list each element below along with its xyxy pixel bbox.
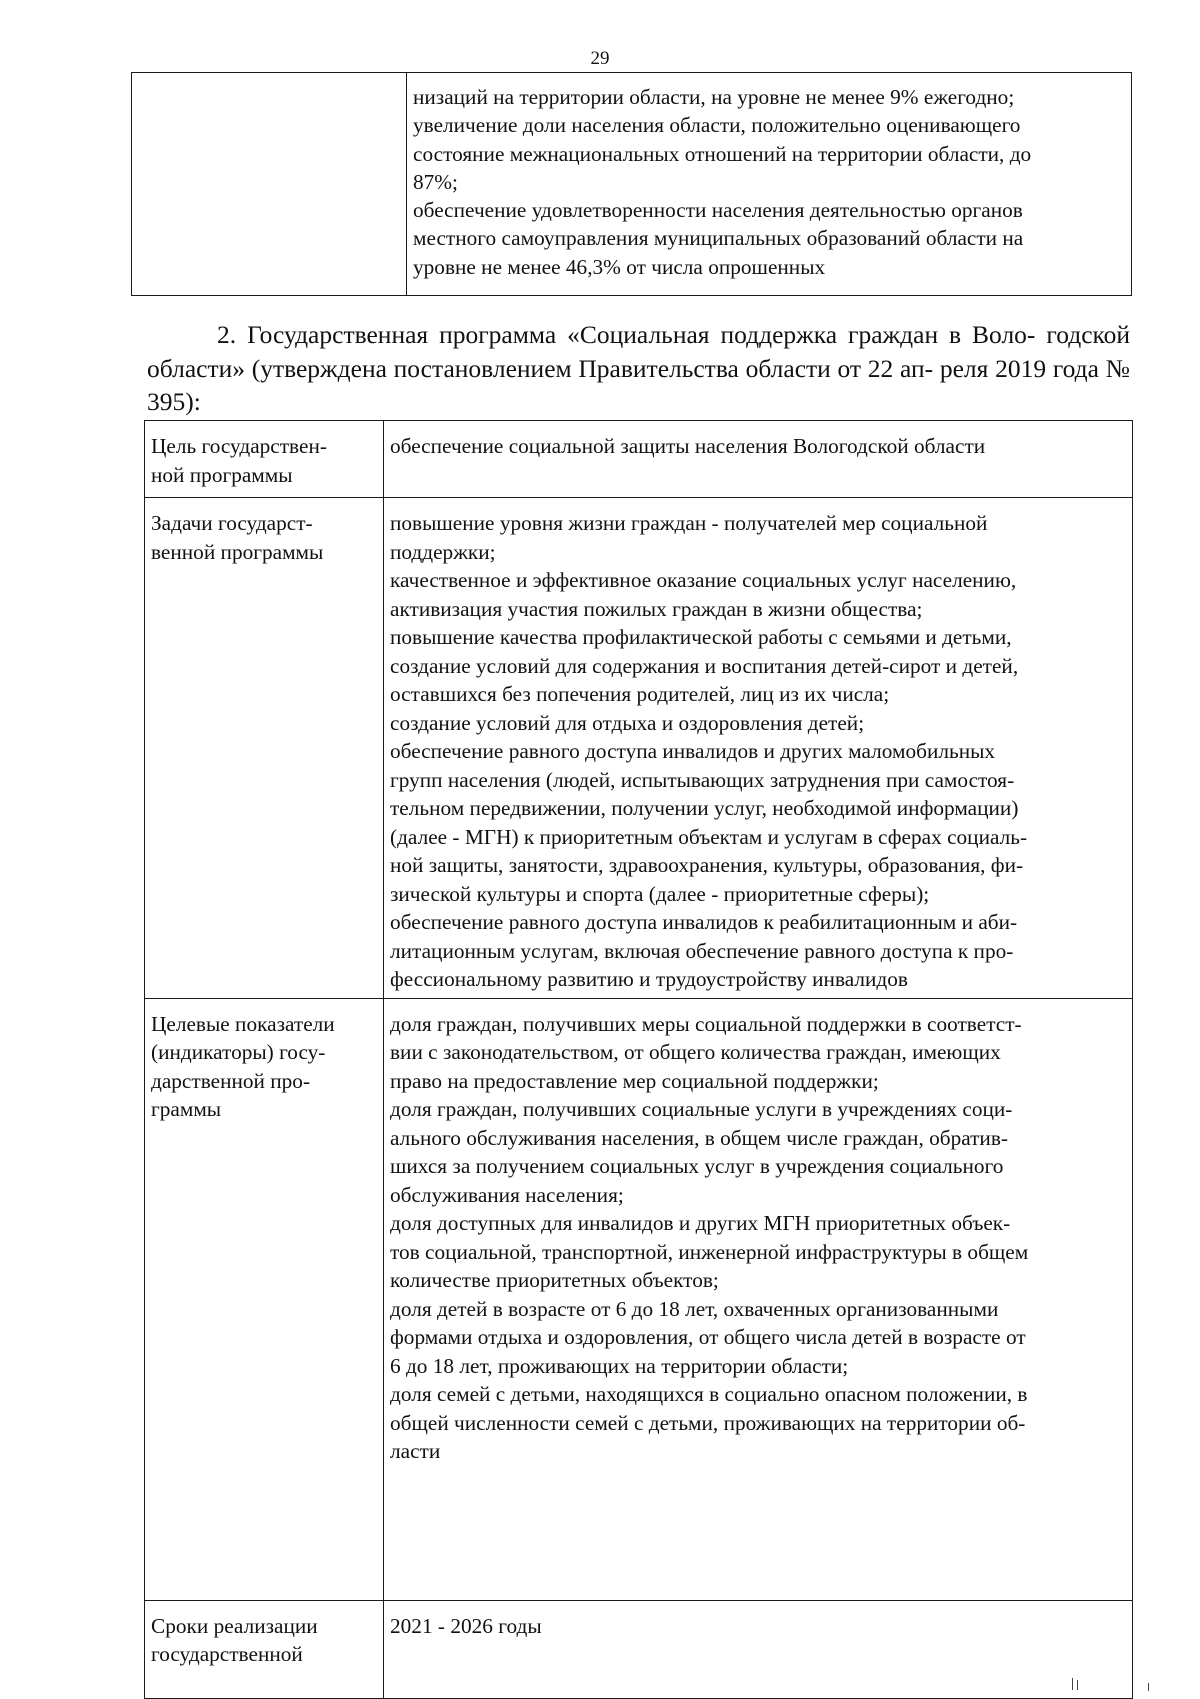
- value-line: вии с законодательством, от общего количества граждан, имеющих: [390, 1040, 1001, 1064]
- label-line: (индикаторы) госу-: [151, 1040, 326, 1064]
- scan-artifact: [1077, 1680, 1078, 1690]
- row-value-cell: [384, 498, 1133, 999]
- row-label-cell: [145, 498, 384, 999]
- value-line: литационным услугам, включая обеспечение равного доступа к про-: [390, 938, 1014, 963]
- text-line: низаций на территории области, на уровне не менее 9% ежегодно;: [413, 85, 1015, 109]
- value-line: доля доступных для инвалидов и других МГН приоритетных объек-: [390, 1211, 1011, 1235]
- label-line: Цель государствен-: [151, 434, 327, 458]
- paragraph-line: 2. Государственная программа «Социальная поддержка граждан в Воло-: [217, 320, 1036, 349]
- value-line: обеспечение равного доступа инвалидов к реабилитационным и аби-: [390, 910, 1018, 934]
- value-line: тельном передвижении, получении услуг, необходимой информации): [390, 796, 1019, 820]
- value-line: обеспечение равного доступа инвалидов и других маломобильных: [390, 739, 996, 763]
- table-row: [145, 498, 1133, 999]
- value-line: доля граждан, получивших социальные услуги в учреждениях соци-: [390, 1097, 1013, 1121]
- page-number: 29: [590, 48, 610, 69]
- row-label-cell: [145, 998, 384, 1600]
- label-line: венной программы: [151, 539, 324, 564]
- continued-table: [131, 72, 1132, 296]
- value-line: доля детей в возрасте от 6 до 18 лет, охваченных организованными: [390, 1296, 999, 1321]
- value-line: 2021 - 2026 годы: [390, 1613, 542, 1638]
- text-line: уровне не менее 46,3% от числа опрошенных: [413, 254, 826, 279]
- program-paragraph: [147, 318, 1130, 419]
- value-line: ласти: [390, 1439, 441, 1463]
- row-value-cell: [384, 1600, 1133, 1698]
- value-line: групп населения (людей, испытывающих затруднения при самостоя-: [390, 767, 1015, 792]
- table-row: [145, 421, 1133, 498]
- label-line: дарственной про-: [151, 1068, 311, 1093]
- value-line: общей численности семей с детьми, проживающих на территории об-: [390, 1410, 1026, 1435]
- table-row: [145, 998, 1133, 1600]
- value-line: создание условий для содержания и воспитания детей-сирот и детей,: [390, 653, 1019, 678]
- label-line: государственной: [151, 1642, 303, 1666]
- value-line: доля граждан, получивших меры социальной поддержки в соответст-: [390, 1011, 1022, 1036]
- value-line: обслуживания населения;: [390, 1182, 624, 1207]
- label-line: Сроки реализации: [151, 1613, 318, 1638]
- value-line: качественное и эффективное оказание социальных услуг населению,: [390, 568, 1017, 592]
- row-value-cell: [384, 998, 1133, 1600]
- label-line: граммы: [151, 1097, 222, 1121]
- value-line: поддержки;: [390, 539, 496, 564]
- label-line: Целевые показатели: [151, 1011, 335, 1036]
- row-label-cell: [145, 421, 384, 498]
- value-line: оставшихся без попечения родителей, лиц из их числа;: [390, 682, 890, 706]
- program-passport-table: [144, 420, 1133, 1699]
- row-value-cell: [384, 421, 1133, 498]
- text-line: обеспечение удовлетворенности населения деятельностью органов: [413, 198, 1023, 223]
- label-line: ной программы: [151, 462, 293, 487]
- paragraph-line: реля 2019 года № 395):: [147, 353, 1130, 416]
- value-line: шихся за получением социальных услуг в учреждения социального: [390, 1154, 1004, 1178]
- value-line: фессиональному развитию и трудоустройству инвалидов: [390, 967, 908, 991]
- row-label-cell: [145, 1600, 384, 1698]
- scan-artifact: [1148, 1683, 1149, 1691]
- scan-artifact: [1072, 1678, 1073, 1690]
- text-line: местного самоуправления муниципальных образований области на: [413, 226, 1024, 251]
- value-line: зической культуры и спорта (далее - приоритетные сферы);: [390, 881, 930, 906]
- value-line: количестве приоритетных объектов;: [390, 1268, 719, 1292]
- table-cell-empty: [132, 73, 407, 296]
- cell-text: [407, 73, 1131, 285]
- value-line: повышение уровня жизни граждан - получателей мер социальной: [390, 511, 988, 535]
- table-row: [132, 73, 1132, 296]
- table-row: [145, 1600, 1133, 1698]
- text-line: увеличение доли населения области, положительно оценивающего: [413, 113, 1021, 138]
- value-line: тов социальной, транспортной, инженерной инфраструктуры в общем: [390, 1239, 1029, 1264]
- text-line: 87%;: [413, 169, 458, 194]
- value-line: повышение качества профилактической работы с семьями и детьми,: [390, 625, 1012, 649]
- label-line: Задачи государст-: [151, 511, 313, 535]
- text-line: состояние межнациональных отношений на территории области, до: [413, 141, 1032, 166]
- value-line: формами отдыха и оздоровления, от общего числа детей в возрасте от: [390, 1325, 1026, 1349]
- value-line: доля семей с детьми, находящихся в социально опасном положении, в: [390, 1382, 1028, 1406]
- value-line: создание условий для отдыха и оздоровления детей;: [390, 710, 865, 735]
- value-line: ной защиты, занятости, здравоохранения, культуры, образования, фи-: [390, 853, 1024, 877]
- value-line: обеспечение социальной защиты населения Вологодской области: [390, 434, 986, 458]
- paragraph-line: годской области» (утверждена постановлением Правительства области от 22 ап-: [147, 320, 1130, 383]
- value-line: 6 до 18 лет, проживающих на территории области;: [390, 1353, 849, 1378]
- value-line: ального обслуживания населения, в общем числе граждан, обратив-: [390, 1125, 1008, 1150]
- table-cell-value: [407, 73, 1132, 296]
- value-line: право на предоставление мер социальной поддержки;: [390, 1068, 879, 1093]
- value-line: активизация участия пожилых граждан в жизни общества;: [390, 596, 923, 621]
- value-line: (далее - МГН) к приоритетным объектам и услугам в сферах социаль-: [390, 824, 1028, 849]
